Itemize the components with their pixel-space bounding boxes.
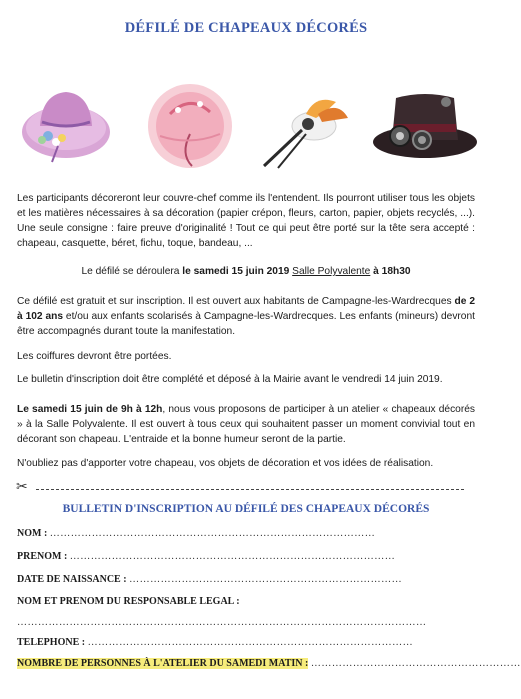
field-nom-label: NOM : xyxy=(17,528,48,539)
free-part2: et/ou aux enfants scolarisés à Campagne-les-Wardrecques. Les enfants (mineurs) devront être accompagnés durant toute la manifestation. xyxy=(17,311,475,337)
event-line xyxy=(17,264,475,279)
event-time: à 18h30 xyxy=(373,266,411,277)
event-date: le samedi 15 juin 2019 xyxy=(182,266,290,277)
field-prenom[interactable] xyxy=(17,551,395,562)
field-naissance[interactable] xyxy=(17,574,402,585)
free-part1: Ce défilé est gratuit et sur inscription. Il est ouvert aux habitants de Campagne-les-Wardrecques xyxy=(17,296,452,307)
field-responsable[interactable] xyxy=(17,596,240,607)
event-prefix: Le défilé se déroulera xyxy=(81,266,180,277)
scissors-icon: ✂ xyxy=(16,479,28,495)
pink-fascinator-icon xyxy=(140,74,240,174)
field-nom[interactable] xyxy=(17,528,375,539)
field-nom-dots: ………………………………………………………………………………… xyxy=(49,528,376,539)
field-naissance-label: DATE DE NAISSANCE : xyxy=(17,574,127,585)
field-naissance-dots: …………………………………………………………………… xyxy=(129,574,403,585)
intro-paragraph: Les participants décoreront leur couvre-chef comme ils l'entendent. Ils pourront utiliser tous les objets et les matières nécessaires à sa décoration (papier crépon, fleurs, carton, papier, objets recyclés, ...). Une seule consigne : faire preuve d'originalité ! Tout ce qui peut être porté sur la tête sera accepté : chapeau, casquette, béret, fichu, toque, bandeau, ... xyxy=(17,193,475,249)
workshop-text: , nous vous proposons de participer à un atelier « chapeaux décorés » à la Salle Polyvalente. Il est ouvert à tous ceux qui souhaitent passer un moment convivial tout en décorant son chapeau. L'entraide et la bonne humeur seront de la partie. xyxy=(17,404,476,445)
field-atelier[interactable] xyxy=(17,658,521,669)
pink-straw-hat-icon xyxy=(18,80,114,170)
event-place: Salle Polyvalente xyxy=(292,266,371,277)
field-telephone-label: TELEPHONE : xyxy=(17,637,86,648)
hat-illustrations xyxy=(18,74,478,174)
free-ages: de 2 à 102 ans xyxy=(17,296,475,322)
field-atelier-label: NOMBRE DE PERSONNES À L'ATELIER DU SAMEDI MATIN : xyxy=(17,658,309,669)
dashed-divider xyxy=(36,489,464,490)
field-telephone-dots: ………………………………………………………………………………… xyxy=(87,637,414,648)
reminder-note: N'oubliez pas d'apporter votre chapeau, vos objets de décoration et vos idées de réalisation. xyxy=(17,458,434,469)
field-telephone[interactable] xyxy=(17,637,413,648)
bulletin-note: Le bulletin d'inscription doit être complété et déposé à la Mairie avant le vendredi 14 juin 2019. xyxy=(17,374,443,385)
field-atelier-dots: …………………………………………………… xyxy=(310,658,521,669)
feather-fascinator-icon xyxy=(256,92,356,172)
hairstyles-note: Les coiffures devront être portées. xyxy=(17,351,172,362)
workshop-when: Le samedi 15 juin de 9h à 12h xyxy=(17,404,163,415)
page-title: DÉFILÉ DE CHAPEAUX DÉCORÉS xyxy=(124,20,368,36)
workshop-paragraph xyxy=(17,402,475,447)
field-prenom-label: PRENOM : xyxy=(17,551,68,562)
free-paragraph xyxy=(17,294,475,339)
steampunk-top-hat-icon xyxy=(370,84,480,170)
field-prenom-dots: ………………………………………………………………………………… xyxy=(69,551,396,562)
cut-line xyxy=(14,479,464,495)
form-title: BULLETIN D'INSCRIPTION AU DÉFILÉ DES CHAPEAUX DÉCORÉS xyxy=(62,503,430,515)
field-responsable-label: NOM ET PRENOM DU RESPONSABLE LEGAL : xyxy=(17,596,240,607)
field-responsable-line[interactable]: ……………………………………………………………………………………………………… xyxy=(17,617,427,628)
